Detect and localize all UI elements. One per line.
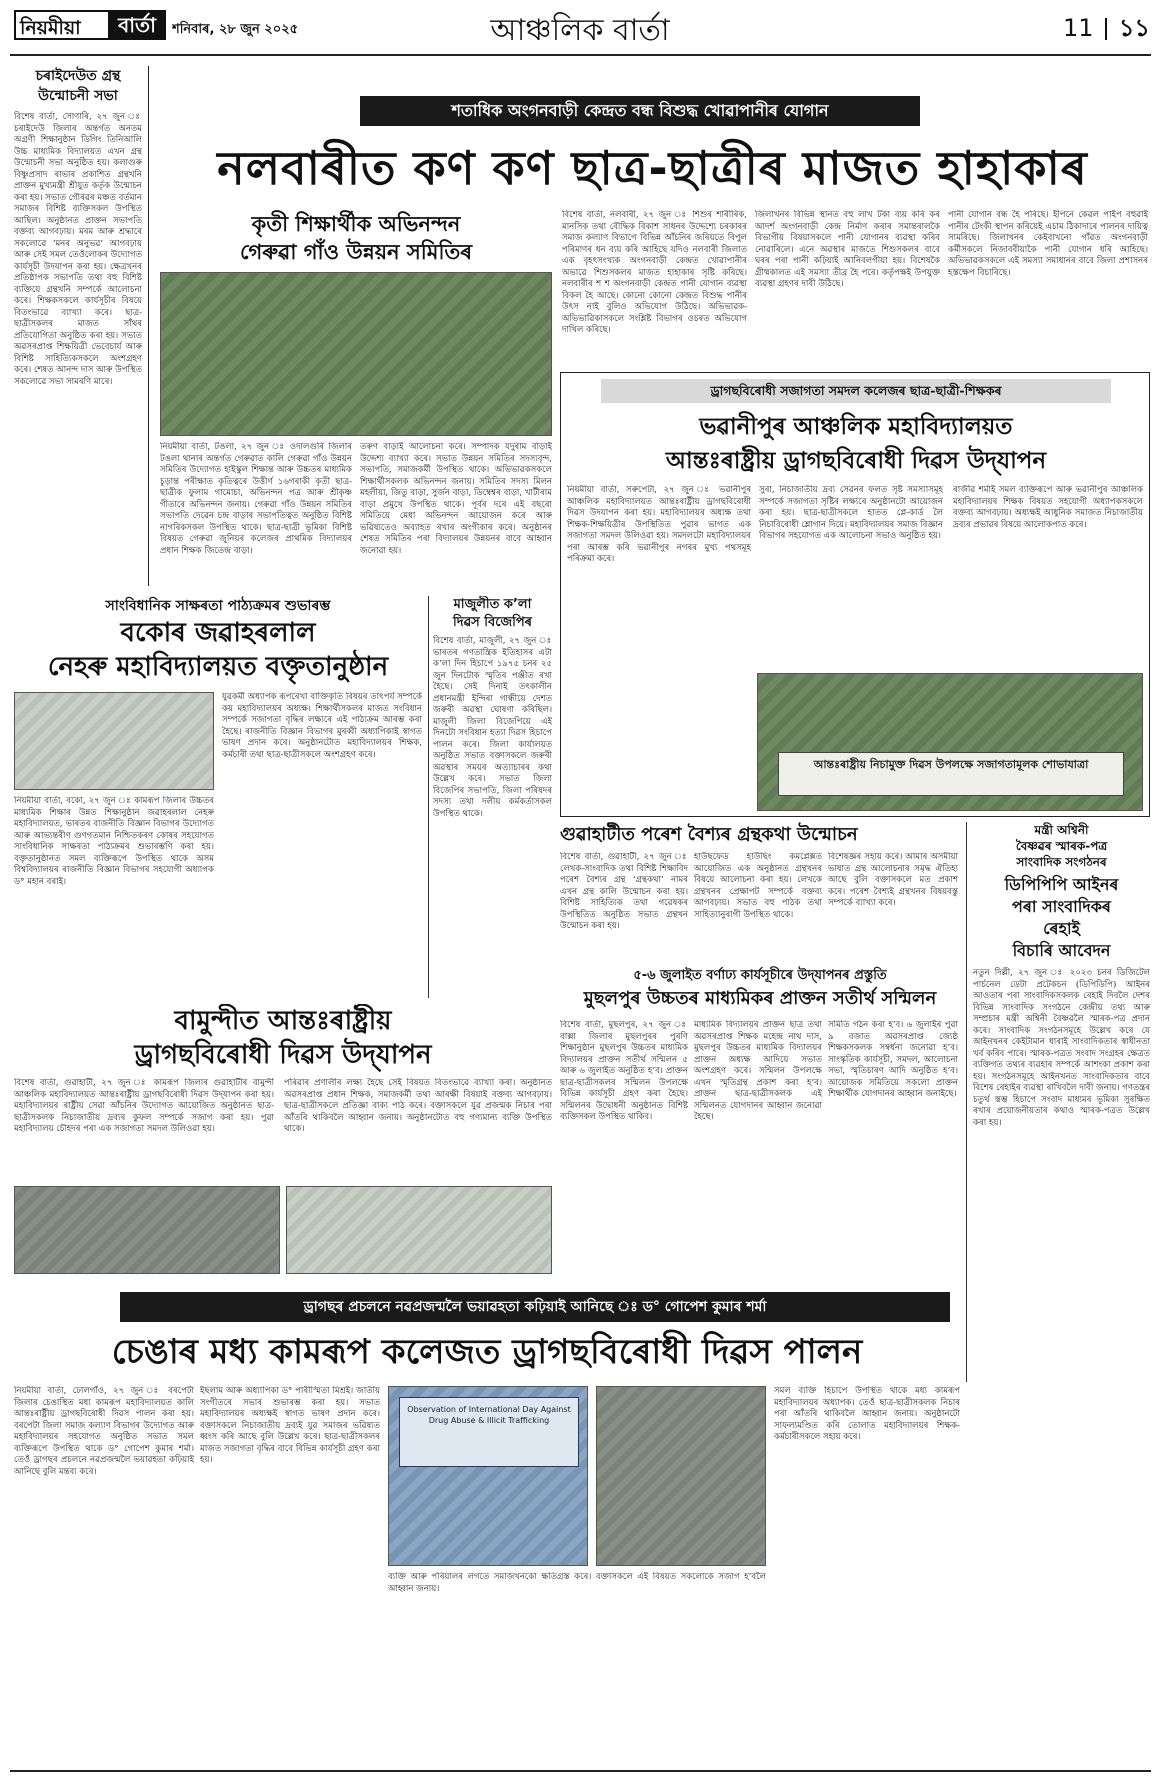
bottom-kicker-text: ড্ৰাগছৰ প্ৰচলনে নৱপ্ৰজন্মলৈ ভয়াৱহতা কঢ়িয়াই আনিছে ঃ ড° গোপেশ কুমাৰ শৰ্মা — [303, 1299, 767, 1315]
observation-poster — [399, 1397, 579, 1467]
gerua-body-1: নিয়মীয়া বাৰ্তা, টঙলা, ২৭ জুন ঃ ওদালগুৰি জিলাৰ টঙলা থানাৰ অন্তৰ্গত গেৰুৱাত কালি গেৰুৱা গাঁও উন্নয়ন সমিতিৰ উদ্যোগত হাইস্কুল শিক্ষান্ত আৰু উচ্চতৰ মাধ্যমিক চূড়ান্ত পৰীক্ষাত কৃতিত্বৰে উত্তীৰ্ণ ১৬গৰাকী কৃতী ছাত্ৰ-ছাত্ৰীক ফুলাম গামোচা, অভিনন্দন পত্ৰ আৰু শ্ৰীকৃষ্ণ গীতাৰে অভিনন্দন জনায়। গেৰুৱা গাঁও উন্নয়ন সমিতিৰ সভাপতি দেৱেন চন্দ্ৰ বাড়াৰ সভাপতিত্বত অনুষ্ঠিত বিশিষ্ট নাগৰিকসকল উপস্থিত থাকে। ছাত্ৰ-ছাত্ৰী ভূমিকা বিশিষ্ট বিষয়ত গেৰুৱা জুনিয়ৰ কলেজৰ প্ৰাথমিক বিদ্যালয়ৰ প্ৰধান শিক্ষক জিতেন্দ্ৰ বাড়া। — [160, 442, 352, 556]
guwahati-book-body-2: হাউছফেড হাউছিং কমপ্লেক্সত আয়োজিত এক অনুষ্ঠানত গ্ৰন্থখনৰ বিষয়ে আলোচনা কৰা হয়। লেখকে গ্ৰন্থখনৰ প্ৰেক্ষাপট সম্পৰ্কে বক্তব্য আগবঢ়ায়। সভাত বহু পাঠক তথা সাহিত্যানুৰাগী উপস্থিত থাকে। — [694, 852, 822, 920]
page-number-en: 11 — [1063, 14, 1094, 42]
majuli-body: বিশেষ বাৰ্তা, মাজুলী, ২৭ জুন ঃ ভাৰতৰ গণতান্ত্ৰিক ইতিহাসৰ এটা ক’লা দিন হিচাপে ১৯৭৫ চনৰ ২৫ জুন দিনটোক স্মৃতিৰ পঞ্জীত ৰখা হৈছে। সেই দিনাই তৎকালীন প্ৰধানমন্ত্ৰী ইন্দিৰা গান্ধীয়ে দেশত জৰুৰী অৱস্থা ঘোষণা কৰিছিল। মাজুলী জিলা বিজেপিয়ে এই দিনটো সংবিধান হত্যা দিৱস হিচাপে পালন কৰে। জিলা কাৰ্যালয়ত অনুষ্ঠিত সভাত বক্তাসকলে জৰুৰী অৱস্থাৰ সময়ৰ অত্যাচাৰৰ কথা উল্লেখ কৰে। সভাত জিলা বিজেপিৰ সভাপতি, জিলা পৰিষদৰ সদস্য তথা দলীয় কৰ্মকৰ্তাসকল উপস্থিত থাকে। — [433, 636, 552, 819]
bamundi-story — [14, 1004, 552, 1276]
gerua-photo — [160, 272, 552, 436]
dpp-headline-2: পৰা সাংবাদিকৰ — [1012, 897, 1111, 916]
bako-kicker: সাংবিধানিক সাক্ষৰতা পাঠ্যক্ৰমৰ শুভাৰম্ভ — [105, 598, 331, 614]
majuli-headline-1: মাজুলীত ক’লা — [453, 597, 532, 612]
guwahati-book-body-3: বিশেষজ্ঞৰ সহায় কৰে। আমাৰ অসমীয়া ভাষাত গ্ৰন্থ আলোচনাৰ সমৃদ্ধ ঐতিহ্য আছে বুলি বক্তাসকলে মত প্ৰকাশ কৰে। পৰেশ বৈশ্যই গ্ৰন্থখনৰ বিষয়বস্তু সম্পৰ্কে ব্যাখ্যা কৰে। — [828, 852, 958, 908]
bamundi-body-1: বিশেষ বাৰ্তা, গুৱাহাটী, ২৭ জুন ঃ কামৰূপ জিলাৰ গুৱাহাটীৰ বামুন্দী আঞ্চলিক মহাবিদ্যালয়ত আন্তঃৰাষ্ট্ৰীয় ড্ৰাগছবিৰোধী দিৱস উদ্‌যাপন কৰা হয়। মহাবিদ্যালয়ৰ ৰাষ্ট্ৰীয় সেৱা আঁচনিৰ উদ্যোগত আয়োজিত অনুষ্ঠানত ছাত্ৰ-ছাত্ৰীসকলক নিচাজাতীয় দ্ৰব্যৰ কুফল সম্পৰ্কে সজাগ কৰা হয়। পুৱা মহাবিদ্যালয় চৌহদৰ পৰা এক সজাগতা সমদল উলিওৱা হয়। — [14, 1078, 274, 1134]
logo-right: বাৰ্তা — [108, 12, 166, 38]
left-story-body: বিশেষ বাৰ্তা, সোণাৰি, ২৭ জুন ঃ চৰাইদেউ জিলাৰ অন্তৰ্গত অনতম অগ্ৰণী শিক্ষানুষ্ঠান ডিগিং তিনিআলি উচ্চ মাধ্যমিক বিদ্যালয়ত এখন গ্ৰন্থ উন্মোচনী সভা অনুষ্ঠিত হয়। কলাগুৰু বিষ্ণুপ্ৰসাদ ৰাভাৰ প্ৰকাশিত গ্ৰন্থখনি প্ৰাক্তন মুখ্যমন্ত্ৰী শ্ৰীযুত কৰ্তৃক উন্মোচন কৰা হয়। সভাত গৌৰৱৰ মঞ্চত বৰ্তমান সমাজৰ বিশিষ্ট ব্যক্তিসকল উপস্থিত আছিল। অনুষ্ঠানত প্ৰাক্তন সভাপতি বক্তব্য আগবঢ়ায়। মৰম আৰু শ্ৰদ্ধাৰে সকলোৱে ‘মনৰ অনুভৱ’ আগবঢ়ায় আৰু সেই সমল তেওঁলোকৰ উদ্যোগত কাৰ্যসূচী উদযাপন কৰা হয়। ক্ষেত্ৰখনৰ প্ৰতিষ্ঠাপক সভাপতি তথা বহু বিশিষ্ট ব্যক্তিয়ে গ্ৰন্থখনি সম্পৰ্কে আলোচনা কৰে। শিক্ষকসকলে কাৰ্যসূচীৰ বিষয়ে বিতংভাৱে ব্যাখ্যা কৰে। ছাত্ৰ-ছাত্ৰীসকলৰ মাজত সাঁথৰ প্ৰতিযোগিতা অনুষ্ঠিত কৰা হয়। সভাত অৱসৰপ্ৰাপ্ত শিক্ষয়িত্ৰী ভেবেচাৰ্য আৰু বিশিষ্ট সাহিত্যিকসকলে অংশগ্ৰহণ কৰে। শেষত আনন্দ দাস আৰু উপস্থিত সকলোৱে সভা সামৰণি মাৰে। — [14, 112, 142, 387]
top-kicker-strip — [360, 96, 920, 126]
bhawanipur-body-2: সুৰা, নিচাজাতীয় দ্ৰব্য সেৱনৰ ফলত সৃষ্ট সমস্যাসমূহ সম্পৰ্কে সজাগতা সৃষ্টিৰ লক্ষ্যৰে অনুষ্ঠানটো আয়োজন কৰা হয়। ছাত্ৰ-ছাত্ৰীসকলে হাতত প্লে-কাৰ্ড লৈ নিচাবিৰোধী শ্লোগান দিয়ে। মহাবিদ্যালয়ৰ সমাজ বিজ্ঞান বিভাগৰ সহযোগত এক আলোচনা সভাও অনুষ্ঠিত হয়। — [759, 485, 943, 541]
bamundi-photo-2 — [286, 1186, 552, 1274]
mushalpur-body-3: সমিতি গঠন কৰা হ’ব। ৬ জুলাইৰ পুৱা ৯ বজাত অৱসৰপ্ৰাপ্ত জ্যেষ্ঠ শিক্ষকসকলক সম্বৰ্ধনা জনোৱা হ’ব। সাংস্কৃতিক কাৰ্যসূচী, সমদল, আলোচনা সভা, স্মৃতিচাৰণ আদি অনুষ্ঠিত হ’ব। আয়োজক সমিতিয়ে সকলো প্ৰাক্তন শিক্ষাৰ্থীক যোগদানৰ আহ্বান জনাইছে। — [828, 1020, 958, 1099]
kamrup-photo-stage — [388, 1386, 588, 1566]
dpp-story — [966, 822, 1150, 1382]
bottom-page-rule — [10, 1770, 1151, 1772]
nalbari-body-1: বিশেষ বাৰ্তা, নলবাৰী, ২৭ জুন ঃ শিশুৰ শাৰীৰিক, মানসিক তথা বৌদ্ধিক বিকাশ সাধনৰ উদ্দেশ্যে চৰকাৰৰ সমাজ কল্যাণ বিভাগে বিভিন্ন আঁচনিৰ জৰিয়তে বিপুল পৰিমাণৰ ধন ব্যয় কৰি আহিছে যদিও নলবাৰী জিলাত এক বৃহৎসংখ্যক অংগনবাড়ী কেন্দ্ৰত খোৱাপানীৰ অভাৱে শিশুসকলৰ মাজত হাহাকাৰ সৃষ্টি কৰিছে। নলবাৰীৰ শ শ অংগনবাড়ী কেন্দ্ৰত পানী যোগান ব্যৱস্থা বিকল হৈ আছে। কোনো কোনো কেন্দ্ৰত বিশুদ্ধ পানীৰ উৎস নাই বুলিও অভিযোগ উঠিছে। অভিভাৱক-অভিভাৱিকাসকলে সংশ্লিষ্ট বিভাগৰ ওচৰত অভিযোগ দাখিল কৰিছে। — [562, 210, 747, 335]
guwahati-book-headline: গুৱাহাটীত পৰেশ বৈশ্যৰ গ্ৰন্থকথা উন্মোচন — [560, 824, 858, 845]
mushalpur-headline: মুছলপুৰ উচ্চতৰ মাধ্যমিকৰ প্ৰাক্তন সতীৰ্থ সন্মিলন — [583, 988, 937, 1009]
bhawanipur-story — [560, 372, 1150, 817]
bamundi-headline-2: ড্ৰাগছবিৰোধী দিৱস উদ্‌যাপন — [134, 1040, 432, 1070]
bako-headline-2: নেহৰু মহাবিদ্যালয়ত বক্তৃতানুষ্ঠান — [47, 652, 389, 682]
kamrup-body-2: ইছলাম আৰু অধ্যাপিকা ড° পাৰীস্মিতা মিশ্ৰই। জাতীয় সংগীতৰে সভাৰ শুভাৰম্ভ কৰা হয়। সভাত মহাবিদ্যালয়ৰ অধ্যক্ষই স্বাগত ভাষণ প্ৰদান কৰে। বক্তাসকলে নিচাজাতীয় দ্ৰব্যই যুৱ সমাজৰ ভৱিষ্যত ধ্বংস কৰি আছে বুলি উল্লেখ কৰে। ছাত্ৰ-ছাত্ৰীসকলৰ মাজত সজাগতা বৃদ্ধিৰ বাবে বিভিন্ন কাৰ্যসূচী গ্ৰহণ কৰা হয়। — [200, 1386, 380, 1465]
gerua-headline-1: কৃতী শিক্ষাৰ্থীক অভিনন্দন — [251, 212, 461, 236]
rally-banner — [778, 752, 1124, 796]
majuli-story — [428, 596, 552, 998]
rally-banner-text: আন্তঃৰাষ্ট্ৰীয় নিচামুক্ত দিৱস উপলক্ষে সজাগতামূলক শোভাযাত্ৰা — [813, 758, 1089, 771]
bottom-kicker-bar — [120, 1292, 950, 1322]
kamrup-body-3: ব্যক্তি আৰু পৰিয়ালৰ লগতে সমাজখনকো ক্ষতিগ্ৰস্ত কৰে। বক্তাসকলে এই বিষয়ত সকলোকে সজাগ হ’বলৈ আহ্বান জনায়। — [388, 1572, 766, 1594]
dpp-body: নতুন দিল্লী, ২৭ জুন ঃ ২০২৩ চনৰ ডিজিটেল পাৰ্চনেল ডেটা প্ৰটেকচন (ডিপিডিপি) আইনৰ আওতাৰ পৰা সাংবাদিকসকলক ৰেহাই দিবলৈ দেশৰ বিভিন্ন সাংবাদিক সংগঠনে কেন্দ্ৰীয় তথ্য আৰু সম্প্ৰচাৰ মন্ত্ৰী অশ্বিনী বৈষ্ণৱলৈ স্মাৰক-পত্ৰ প্ৰদান কৰে। সাংবাদিক সংগঠনসমূহে উল্লেখ কৰে যে আইনখনৰ কেইটামান ধাৰাই সাংবাদিকতাৰ স্বাধীনতা খৰ্ব কৰিব পাৰে। স্মাৰক-পত্ৰত সংবাদ সংগ্ৰহৰ ক্ষেত্ৰত ব্যক্তিগত তথ্যৰ ব্যৱহাৰ সম্পৰ্কে আশংকা প্ৰকাশ কৰা হয়। সংগঠনসমূহে আইনখনত সাংবাদিকতাৰ বাবে বিশেষ ৰেহাইৰ ব্যৱস্থা ৰাখিবলৈ দাবী জনায়। গণতন্ত্ৰৰ চতুৰ্থ স্তম্ভ হিচাপে সংবাদ মাধ্যমৰ ভূমিকা সুৰক্ষিত ৰখাৰ প্ৰয়োজনীয়তাৰ কথাও স্মাৰক-পত্ৰত উল্লেখ কৰা হয়। — [973, 968, 1150, 1128]
bhawanipur-photo — [757, 673, 1143, 811]
bako-story — [14, 596, 422, 998]
masthead-rule — [10, 54, 1151, 56]
left-column-story — [14, 66, 142, 586]
kamrup-body-4: সমল ব্যক্তি হিচাপে উপস্থিত থাকে মধ্য কামৰূপ মহাবিদ্যালয়ৰ অধ্যাপক। তেওঁ ছাত্ৰ-ছাত্ৰীসকলক নিচাৰ পৰা আঁতৰি থাকিবলৈ আহ্বান জনায়। অনুষ্ঠানটো সাফল্যমণ্ডিত কৰি তোলাত মহাবিদ্যালয়ৰ শিক্ষক-কৰ্মচাৰীসকলে সহায় কৰে। — [774, 1386, 960, 1442]
dpp-kicker-2: বৈষ্ণৱৰ স্মাৰক-পত্ৰ — [1015, 839, 1108, 853]
left-story-headline: চৰাইদেউত গ্ৰন্থ উন্মোচনী সভা — [35, 68, 121, 104]
dpp-headline-4: বিচাৰি আবেদন — [1012, 941, 1111, 960]
main-headline: নলবাৰীত কণ কণ ছাত্ৰ-ছাত্ৰীৰ মাজত হাহাকাৰ — [217, 141, 1088, 195]
kamrup-photo-audience — [596, 1386, 766, 1566]
bamundi-photo-1 — [14, 1186, 280, 1274]
dpp-headline-3: ৰেহাই — [1043, 919, 1080, 938]
section-title: আঞ্চলিক বাৰ্তা — [490, 13, 670, 48]
bhawanipur-kicker: ড্ৰাগছবিৰোধী সজাগতা সমদল কলেজৰ ছাত্ৰ-ছাত্ৰী-শিক্ষকৰ — [710, 383, 1002, 398]
bhawanipur-headline-1: ভৱানীপুৰ আঞ্চলিক মহাবিদ্যালয়ত — [699, 414, 1013, 440]
gerua-headline-2: গেৰুৱা গাঁও উন্নয়ন সমিতিৰ — [239, 240, 473, 264]
kamrup-body-1: নিয়মীয়া বাৰ্তা, ঢোলগাঁও, ২৭ জুন ঃ বৰপেটা জিলাৰ চেঙাস্থিত মধ্য কামৰূপ মহাবিদ্যালয়ত কালি আন্তঃৰাষ্ট্ৰীয় ড্ৰাগছবিৰোধী দিৱস পালন কৰা হয়। বৰপেটা জিলা সমাজ কল্যাণ বিভাগৰ উদ্যোগত আৰু মহাবিদ্যালয়ৰ সহযোগত অনুষ্ঠিত সভাত সমল ব্যক্তিৰূপে উপস্থিত থাকে ড° গোপেশ কুমাৰ শৰ্মা। তেওঁ ড্ৰাগছৰ প্ৰচলনে নৱপ্ৰজন্মলৈ ভয়াৱহতা কঢ়িয়াই আনিছে বুলি মন্তব্য কৰে। — [14, 1386, 194, 1477]
page-number-local: ১১ — [1118, 14, 1150, 42]
gerua-story — [160, 210, 552, 590]
dpp-kicker-1: মন্ত্ৰী অশ্বিনী — [1034, 823, 1089, 837]
column-divider — [148, 66, 149, 586]
bhawanipur-kicker-bar — [601, 379, 1111, 403]
bamundi-headline-1: বামুন্দীত আন্তঃৰাষ্ট্ৰীয় — [174, 1006, 392, 1036]
top-kicker-text: শতাধিক অংগনবাড়ী কেন্দ্ৰত বন্ধ বিশুদ্ধ খোৱাপানীৰ যোগান — [451, 101, 829, 120]
dpp-kicker-3: সাংবাদিক সংগঠনৰ — [1016, 855, 1107, 869]
bako-body-1: নিয়মীয়া বাৰ্তা, বকো, ২৭ জুন ঃ কামৰূপ জিলাৰ উচ্চতৰ মাধ্যমিক শিক্ষাৰ উন্নত শিক্ষানুষ্ঠান জৱাহৰলাল নেহৰু মহাবিদ্যালয়ত, ভাৰতৰ বাজনীতি বিজ্ঞান বিভাগৰ উদ্যোগত আৰু আভ্যন্তৰীণ গুণগতমান নিশ্চিতকৰণ কোষৰ সহযোগত সাংবিধানিক সাক্ষৰতা পাঠ্যক্ৰমৰ শুভাৰম্ভণি কৰা হয়। বক্তৃতানুষ্ঠানত সমল ব্যক্তিৰূপে উপস্থিত থাকে অসম বিশ্ববিদ্যালয়ৰ ৰাজনীতি বিজ্ঞান বিভাগৰ সহযোগী অধ্যাপক ড° মহান বৰাই। — [14, 796, 214, 887]
nalbari-body-2: জিলাখনৰ বিভিন্ন স্থানত বহু লাখ টকা ব্যয় কৰি কৰ আদৰ্শ অংগনবাড়ী কেন্দ্ৰ নিৰ্মাণ কৰাৰ সমান্তৰালকৈ বিভাগীয় বিষয়াসকলে পানী যোগানৰ ব্যৱস্থা কৰিব নোৱাৰিলে। এনে অৱস্থাৰ মাজতে শিশুসকলৰ বাবে ঘৰৰ পৰা পানী কঢ়িয়াই আনিবলগীয়া হয়। বিশেষকৈ গ্ৰীষ্মকালত এই সমস্যা তীব্ৰ হৈ পৰে। কৰ্তৃপক্ষই উপযুক্ত ব্যৱস্থা গ্ৰহণৰ দাবী উঠিছে। — [755, 210, 940, 289]
bhawanipur-headline-2: আন্তঃৰাষ্ট্ৰীয় ড্ৰাগছবিৰোধী দিৱস উদ্‌যাপন — [665, 448, 1047, 474]
mushalpur-story — [560, 966, 960, 1266]
bako-headline-1: বকোৰ জৱাহৰলাল — [120, 618, 316, 648]
bamundi-body-2: পৰিৱাৰ প্ৰণালীৰ লক্ষ্য হৈছে সেই বিষয়ত বিতংভাৱে ব্যাখ্যা কৰা। অনুষ্ঠানত অৱসৰপ্ৰাপ্ত প্ৰধান শিক্ষক, সমাজকৰ্মী তথা আৰক্ষী বিষয়াই বক্তব্য আগবঢ়ায়। ছাত্ৰ-ছাত্ৰীসকলে প্ৰতিজ্ঞা বাক্য পাঠ কৰে। বক্তাসকলে যুৱ প্ৰজন্মক নিচাৰ পৰা আঁতৰি থাকিবলৈ আহ্বান জনায়। অনুষ্ঠানটোত বহু গণ্যমান্য ব্যক্তি উপস্থিত থাকে। — [284, 1078, 552, 1134]
bako-body-2: যুৱকৰ্মী অধ্যাপক ৰূপৰেখা বাক্তিকৃতি বিষয়ৰ তাৎপৰ্য সম্পৰ্কে কয় মহাবিদ্যালয়ৰ অধ্যক্ষ। শিক্ষাৰ্থীসকলৰ মাজত সংবিধান সম্পৰ্কে সজাগতা বৃদ্ধিৰ লক্ষ্যৰে এই পাঠ্যক্ৰম আৰম্ভ কৰা হৈছে। ৰাজনীতি বিজ্ঞান বিভাগৰ মুৰব্বী অধ্যাপিকাই স্বাগত ভাষণ প্ৰদান কৰে। অনুষ্ঠানটোত মহাবিদ্যালয়ৰ শিক্ষক, কৰ্মচাৰী তথা ছাত্ৰ-ছাত্ৰীসকলে অংশগ্ৰহণ কৰে। — [222, 692, 422, 760]
bako-photo — [14, 692, 214, 790]
majuli-headline-2: দিৱস বিজেপিৰ — [453, 615, 532, 630]
masthead — [0, 0, 1161, 60]
mushalpur-kicker: ৫-৬ জুলাইত বৰ্ণাঢ্য কাৰ্যসূচীৰে উদ্‌যাপনৰ প্ৰস্তুতি — [633, 968, 887, 983]
guwahati-book-story — [560, 822, 960, 962]
gerua-body-2: তৰুণ বাড়াই আলোচনা কৰে। সম্পাদক যদুৰাম বাড়াই উদ্দেশ্য ব্যাখ্যা কৰে। সভাত উন্নয়ন সমিতিৰ সদস্যবৃন্দ, সভাপতি, সমাজকৰ্মী উপস্থিত থাকে। অভিভাৱকসকলে শিক্ষাৰ্থীসকলক অভিনন্দন জনায়। সমিতিৰ সদস্য মিলন মহলীয়া, জিতু বাড়া, সুৰ্জন বাড়া, ডিম্বেশ্বৰ বাড়া, খাটীৰাম বাড়া প্ৰমুখে উপস্থিত থাকে। পূৰ্বৰ দৰে এই বছৰো সমিতিয়ে মেধা অভিনন্দন আয়োজন কৰে আৰু ভৱিষ্যতেও অব্যাহত ৰখাৰ অংগীকাৰ কৰে। অনুষ্ঠানৰ শেষত সমিতিৰ পৰা বিদ্যালয়ৰ উন্নয়নৰ বাবে আহ্বান জনোৱা হয়। — [360, 442, 552, 556]
bhawanipur-body-3: ৰাজীৱ শৰ্মাই সমল ব্যক্তিৰূপে আৰু ভৱানীপুৰ আঞ্চলিক মহাবিদ্যালয়ৰ শিক্ষক বিষয়ত সহযোগী অধ্যাপকসকলে বক্তব্য আগবঢ়ায়। অধ্যক্ষই আধুনিক সমাজত নিচাজাতীয় দ্ৰব্যৰ প্ৰভাৱৰ বিষয়ে আলোকপাত কৰে। — [953, 485, 1143, 530]
page-number — [1040, 10, 1150, 44]
mushalpur-body-1: বিশেষ বাৰ্তা, মুছলপুৰ, ২৭ জুন ঃ বাক্সা জিলাৰ মুছলপুৰৰ পুৰণি শিক্ষানুষ্ঠান মুছলপুৰ উচ্চতৰ মাধ্যমিক বিদ্যালয়ৰ প্ৰাক্তন সতীৰ্থ সন্মিলন ৫ আৰু ৬ জুলাইত অনুষ্ঠিত হ’ব। প্ৰাক্তন ছাত্ৰ-ছাত্ৰীসকলৰ সন্মিলন উপলক্ষে বিভিন্ন কাৰ্যসূচী গ্ৰহণ কৰা হৈছে। সন্মিলনৰ উদ্বোধনী অনুষ্ঠানত বিশিষ্ট ব্যক্তিসকল উপস্থিত থাকিব। — [560, 1020, 688, 1122]
nalbari-body-3: পানী যোগান বন্ধ হৈ পৰিছে। ইপিনে কেৱল পাইপ বহুৱাই পানীৰ টেংকী স্থাপন কৰিয়েই এচাম ঠিকাদাৰে পালনৰ দায়িত্ব সামৰিছে। জিলাখনৰ কেইবাখনো গাঁৱত অংগনবাড়ী কৰ্মীসকলে নিজাববীয়াকৈ পানী যোগান ধৰি আহিছে। অভিভাৱকসকলে এই সমস্যা সমাধানৰ বাবে জিলা প্ৰশাসনৰ হস্তক্ষেপ বিচাৰিছে। — [948, 210, 1148, 278]
issue-date: শনিবাৰ, ২৮ জুন ২০২৫ — [172, 22, 299, 37]
dpp-headline-1: ডিপিপিপি আইনৰ — [1004, 875, 1119, 894]
logo — [14, 10, 166, 40]
bottom-headline: চেঙাৰ মধ্য কামৰূপ কলেজত ড্ৰাগছবিৰোধী দিৱস পালন — [111, 1332, 863, 1372]
logo-left: নিয়মীয়া — [20, 17, 81, 39]
bhawanipur-body-1: নিয়মীয়া বাৰ্তা, সৰুপেটা, ২৭ জুন ঃ ভৱানীপুৰ আঞ্চলিক মহাবিদ্যালয়ত আন্তঃৰাষ্ট্ৰীয় ড্ৰাগছবিৰোধী দিৱস উদযাপন কৰা হয়। মহাবিদ্যালয়ৰ অধ্যক্ষ তথা শিক্ষক-শিক্ষয়িত্ৰীৰ উপস্থিতিত পুৱাৰ ভাগত এক সজাগতা সমদল উলিওৱা হয়। সমদলটো মহাবিদ্যালয়ৰ পৰা আৰম্ভ কৰি ভৱানীপুৰ নগৰৰ মুখ্য পথসমূহ পৰিক্ৰমা কৰে। — [567, 485, 751, 564]
guwahati-book-body-1: বিশেষ বাৰ্তা, গুৱাহাটী, ২৭ জুন ঃ লেখক-সাংবাদিক তথা বিশিষ্ট শিক্ষাবিদ পৰেশ বৈশ্যৰ গ্ৰন্থ ‘গ্ৰন্থকথা’ নামৰ এখন গ্ৰন্থ কালি উন্মোচন কৰা হয়। বিশিষ্ট সাহিত্যিক তথা গৱেষকৰ উপস্থিতিত অনুষ্ঠিত সভাত গ্ৰন্থখন উন্মোচন কৰা হয়। — [560, 852, 688, 931]
observation-poster-title: Observation of International Day Against Drug Abuse & Illicit Trafficking — [407, 1405, 571, 1425]
mushalpur-body-2: মাধ্যমিক বিদ্যালয়ৰ প্ৰাক্তন ছাত্ৰ তথা অৱসৰপ্ৰাপ্ত শিক্ষক মহেন্দ্ৰ নাথ দাস, মুছলপুৰ উচ্চতৰ মাধ্যমিক বিদ্যালয়ৰ প্ৰাক্তন অধ্যক্ষ আদিয়ে সভাত অংশগ্ৰহণ কৰে। সন্মিলন উপলক্ষে এখন স্মৃতিগ্ৰন্থ প্ৰকাশ কৰা হ’ব। প্ৰাক্তন ছাত্ৰ-ছাত্ৰীসকলক এই সন্মিলনত যোগদানৰ আহ্বান জনোৱা হৈছে। — [694, 1020, 822, 1122]
